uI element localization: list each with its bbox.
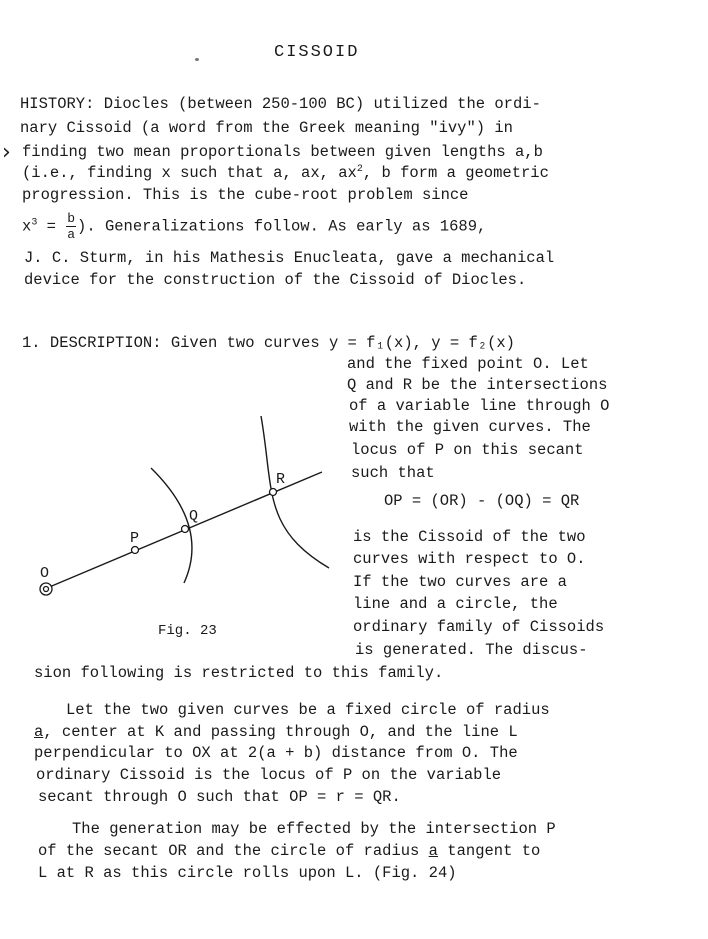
label-r: R [276,471,286,488]
history-line-2: nary Cissoid (a word from the Greek meaning "ivy") in [20,119,513,137]
figure-caption: Fig. 23 [158,623,217,639]
para3-a-underlined: a [428,842,438,860]
history-line-6-rest: ). Generalizations follow. As early as 1689, [77,217,487,236]
fraction-numerator: b [67,211,76,226]
history-line-4-sup: 2 [356,164,363,175]
point-o-inner [44,587,49,592]
para3-line-2 [38,844,540,860]
label-o: O [40,565,50,582]
point-q [182,526,189,533]
description-line-8: is the Cissoid of the two [353,528,586,546]
description-line-14: sion following is restricted to this family. [34,664,444,682]
description-equation: OP = (OR) - (OQ) = QR [384,492,580,510]
description-line-1: 1. DESCRIPTION: Given two curves y = f₁(x), y = f₂(x) [22,334,515,352]
description-line-10: If the two curves are a [353,573,567,591]
history-line-4-b: , b form a geometric [362,164,549,182]
label-q: Q [189,508,199,525]
label-p: P [130,530,140,547]
para2-a-underlined: a [34,723,44,741]
description-line-4: of a variable line through O [349,397,610,415]
history-line-3: finding two mean proportionals between given lengths a,b [22,143,543,161]
para2-line-1: Let the two given curves be a fixed circle of radius [66,701,550,719]
point-p [132,547,139,554]
para2-line-4: ordinary Cissoid is the locus of P on the variable [36,766,502,784]
para3-line-3: L at R as this circle rolls upon L. (Fig. 24) [38,864,457,882]
para2-line-3: perpendicular to OX at 2(a + b) distance from O. The [34,744,518,762]
para3-line-2-c: tangent to [437,842,541,860]
description-line-9: curves with respect to O. [353,550,586,568]
history-line-1: HISTORY: Diocles (between 250-100 BC) utilized the ordi- [20,95,541,113]
page-title: CISSOID [274,43,360,62]
history-line-5: progression. This is the cube-root problem since [22,186,469,204]
description-line-12: ordinary family of Cissoids [353,618,605,636]
history-line-6-eq: = [37,217,66,236]
history-line-6-sup: 3 [31,217,38,229]
description-line-13: is generated. The discus- [355,641,588,659]
history-line-8: device for the construction of the Cissoid of Diocles. [24,271,527,289]
description-line-11: line and a circle, the [353,595,558,613]
description-line-7: such that [351,464,435,482]
para3-line-1: The generation may be effected by the intersection P [72,820,556,838]
history-line-7: J. C. Sturm, in his Mathesis Enucleata, gave a mechanical [24,249,555,267]
para2-line-2 [34,725,518,741]
para2-line-5: secant through O such that OP = r = QR. [38,788,401,806]
history-line-6-x: x [22,217,32,236]
description-line-3: Q and R be the intersections [347,376,608,394]
description-line-6: locus of P on this secant [351,441,584,459]
para2-line-2-rest: , center at K and passing through O, and the line L [43,723,518,741]
fraction-denominator: a [67,227,76,242]
point-r [270,489,277,496]
description-line-2: and the fixed point O. Let [347,355,589,373]
history-line-4-a: (i.e., finding x such that a, ax, ax [22,164,357,182]
margin-marker-icon: › [2,140,11,165]
description-line-5: with the given curves. The [349,418,591,436]
para3-line-2-a: of the secant OR and the circle of radius [38,842,429,860]
